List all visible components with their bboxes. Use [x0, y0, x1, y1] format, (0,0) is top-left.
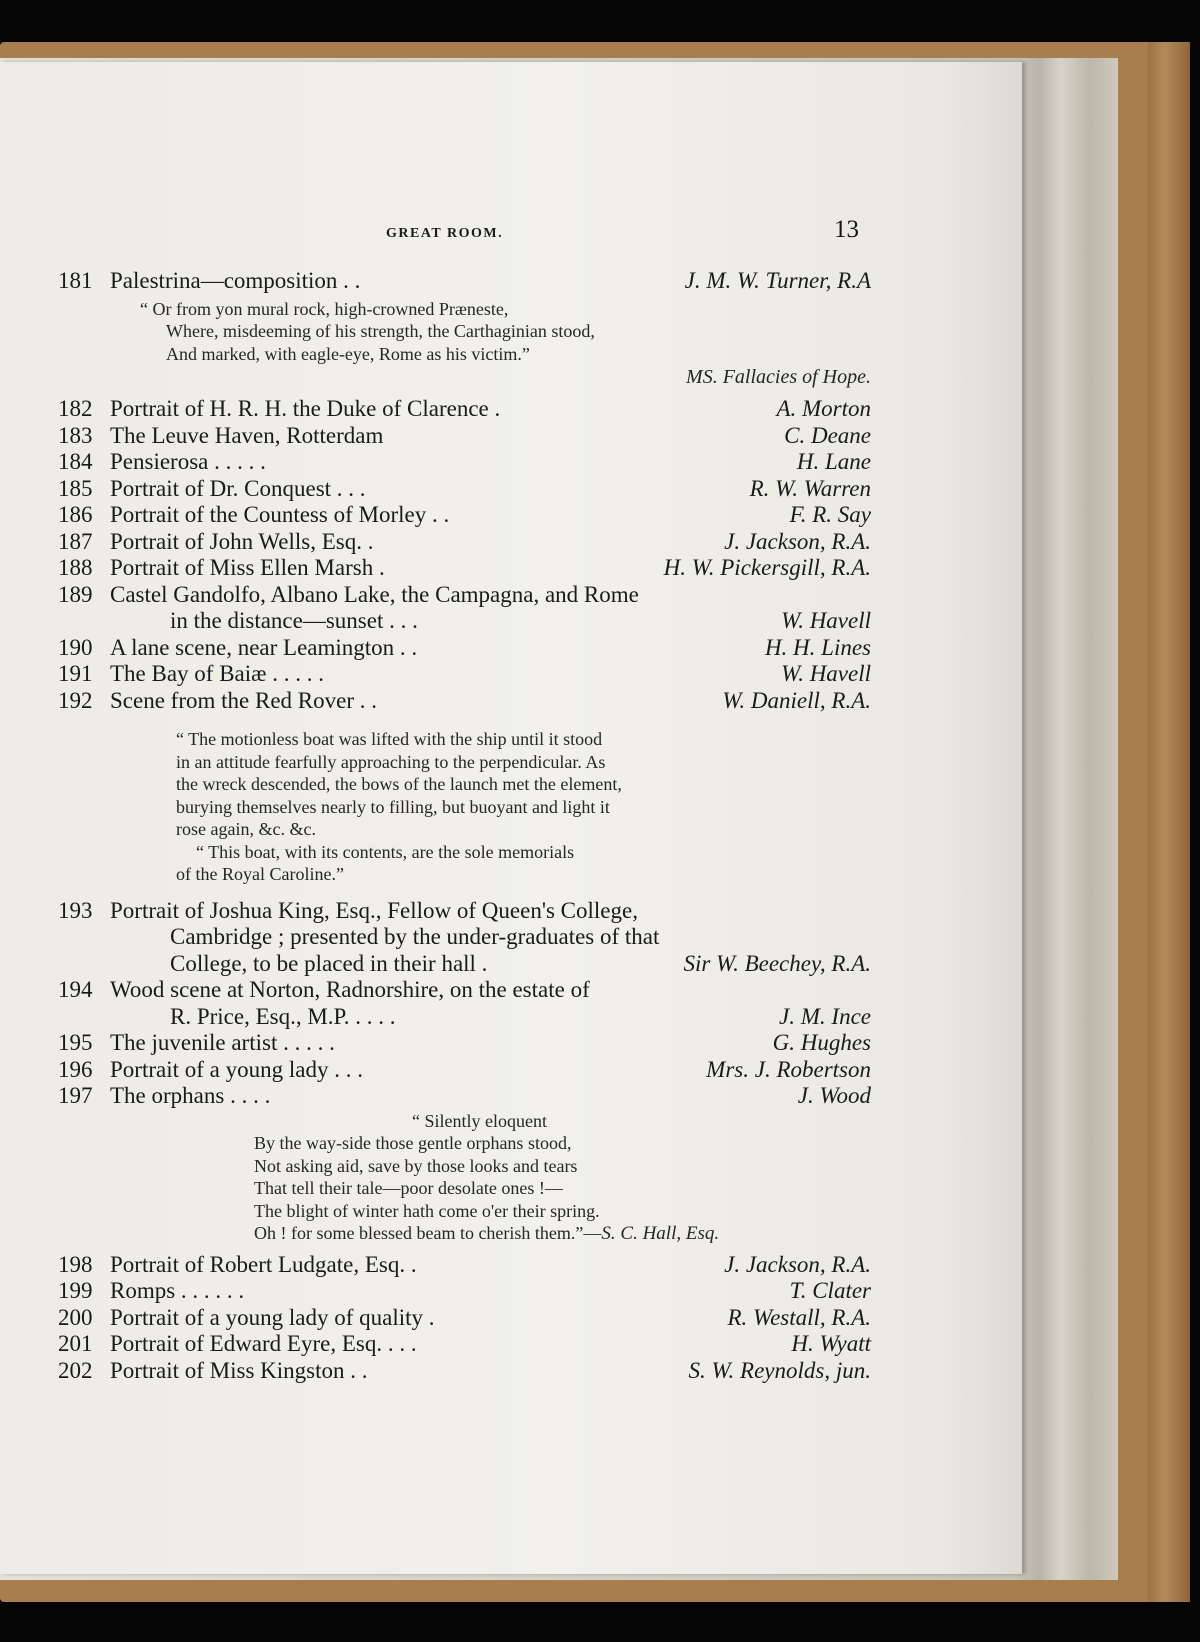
- entry-title: Portrait of Robert Ludgate, Esq. .: [110, 1251, 417, 1277]
- entry-title: Castel Gandolfo, Albano Lake, the Campagna, and Rome: [110, 581, 639, 607]
- catalogue-entry: [58, 423, 871, 450]
- catalogue-entry: [58, 555, 871, 582]
- catalogue-entry: [58, 1030, 871, 1057]
- entry-number: 185: [58, 475, 93, 501]
- entry-artist: R. Westall, R.A.: [727, 1304, 871, 1330]
- quotation: [58, 728, 766, 886]
- entry-title: Scene from the Red Rover . .: [110, 687, 377, 713]
- catalogue-entry: [58, 661, 871, 688]
- quote-line: Where, misdeeming of his strength, the Carthaginian stood,: [166, 321, 595, 341]
- entry-artist: H. Wyatt: [791, 1331, 871, 1356]
- entry-title: The orphans . . . .: [110, 1083, 271, 1108]
- entry-title-continuation: in the distance—sunset . . .: [170, 608, 418, 633]
- quote-attribution: MS. Fallacies of Hope.: [686, 366, 871, 388]
- entry-number: 181: [58, 268, 93, 293]
- entry-artist: J. M. Ince: [779, 1003, 871, 1029]
- catalogue-entry: [58, 582, 871, 635]
- entry-title: Portrait of Miss Kingston . .: [110, 1357, 368, 1383]
- quote-line: Oh ! for some blessed beam to cherish them.”—: [254, 1223, 602, 1243]
- quote-line: That tell their tale—poor desolate ones !—: [254, 1178, 563, 1198]
- catalogue-entry: [58, 476, 871, 503]
- quote-line: “ This boat, with its contents, are the sole memorials: [196, 841, 575, 862]
- quote-line: “ The motionless boat was lifted with the ship until it stood: [176, 729, 603, 749]
- entry-artist: A. Morton: [776, 396, 871, 421]
- page-number: 13: [834, 216, 859, 243]
- entry-title: Portrait of the Countess of Morley . .: [110, 502, 450, 527]
- entry-number: 182: [58, 396, 93, 421]
- entry-title: Portrait of John Wells, Esq. .: [110, 528, 374, 554]
- entry-title: Portrait of Joshua King, Esq., Fellow of Queen's College,: [110, 897, 638, 923]
- entry-title: Pensierosa . . . . .: [110, 449, 266, 474]
- catalogue-entry: [58, 268, 871, 295]
- entry-title: Portrait of a young lady . . .: [110, 1056, 363, 1082]
- catalogue-entry: [58, 1358, 871, 1385]
- catalogue-entry: [58, 635, 871, 662]
- catalogue-entry: [58, 449, 871, 476]
- catalogue-entry: [58, 1331, 871, 1358]
- entry-title-continuation: Cambridge ; presented by the under-graduates of that: [170, 924, 660, 949]
- catalogue-entry: [58, 396, 871, 423]
- quote-line: And marked, with eagle-eye, Rome as his victim.”: [166, 343, 530, 364]
- entry-artist: T. Clater: [789, 1278, 871, 1303]
- quotation: [58, 1110, 871, 1246]
- catalogue-entry: [58, 977, 871, 1030]
- entry-artist: S. W. Reynolds, jun.: [688, 1357, 871, 1383]
- entry-number: 183: [58, 422, 93, 448]
- entry-number: 201: [58, 1331, 93, 1356]
- entry-artist: J. M. W. Turner, R.A: [684, 268, 871, 293]
- entry-artist: R. W. Warren: [749, 475, 871, 501]
- entry-artist: H. Lane: [796, 449, 871, 474]
- entry-artist: W. Havell: [781, 661, 871, 686]
- entry-artist: J. Jackson, R.A.: [724, 528, 871, 554]
- quote-line: in an attitude fearfully approaching to the perpendicular. As: [176, 751, 606, 772]
- catalogue-entry: [58, 1278, 871, 1305]
- catalogue-listing: [58, 268, 871, 1384]
- catalogue-entry: [58, 1083, 871, 1110]
- entry-number: 194: [58, 977, 93, 1002]
- entry-title: Portrait of Dr. Conquest . . .: [110, 475, 366, 501]
- entry-number: 197: [58, 1083, 93, 1108]
- entry-title-continuation: College, to be placed in their hall .: [170, 950, 488, 976]
- entry-title-continuation: R. Price, Esq., M.P. . . . .: [170, 1003, 396, 1029]
- running-head: GREAT ROOM.: [386, 226, 504, 241]
- entry-number: 196: [58, 1056, 93, 1082]
- page-header: [0, 216, 1022, 252]
- entry-number: 193: [58, 897, 93, 923]
- entry-number: 192: [58, 687, 93, 713]
- entry-title: Romps . . . . . .: [110, 1278, 245, 1303]
- entry-artist: Mrs. J. Robertson: [706, 1056, 871, 1082]
- catalogue-entry: [58, 1305, 871, 1332]
- entry-artist: G. Hughes: [772, 1030, 871, 1055]
- quote-attribution: S. C. Hall, Esq.: [601, 1223, 720, 1244]
- entry-number: 188: [58, 555, 93, 580]
- entry-artist: Sir W. Beechey, R.A.: [683, 950, 871, 976]
- entry-artist: W. Havell: [781, 608, 871, 633]
- quote-line: rose again, &c. &c.: [176, 819, 316, 839]
- entry-title: The Leuve Haven, Rotterdam: [110, 422, 384, 448]
- entry-number: 186: [58, 502, 93, 527]
- entry-title: Portrait of H. R. H. the Duke of Clarence .: [110, 396, 501, 421]
- entry-number: 184: [58, 449, 93, 474]
- catalogue-entry: [58, 1252, 871, 1279]
- entry-number: 189: [58, 581, 93, 607]
- quote-line: burying themselves nearly to filling, but buoyant and light it: [176, 796, 610, 817]
- entry-artist: H. H. Lines: [764, 634, 871, 660]
- entry-number: 190: [58, 634, 93, 660]
- entry-title: The juvenile artist . . . . .: [110, 1030, 335, 1055]
- entry-artist: C. Deane: [784, 422, 871, 448]
- quote-line-with-attribution: [254, 1222, 871, 1246]
- quote-line: “ Or from yon mural rock, high-crowned Præneste,: [140, 298, 509, 319]
- entry-number: 200: [58, 1304, 93, 1330]
- entry-artist: F. R. Say: [789, 502, 871, 527]
- entry-title: The Bay of Baiæ . . . . .: [110, 661, 324, 686]
- catalogue-entry: [58, 1057, 871, 1084]
- entry-number: 199: [58, 1278, 93, 1303]
- entry-title: Wood scene at Norton, Radnorshire, on the estate of: [110, 977, 590, 1002]
- quote-line: the wreck descended, the bows of the launch met the element,: [176, 774, 622, 794]
- catalogue-entry: [58, 529, 871, 556]
- quote-line: Not asking aid, save by those looks and tears: [254, 1155, 578, 1176]
- quote-line: By the way-side those gentle orphans stood,: [254, 1133, 572, 1153]
- catalogue-entry: [58, 502, 871, 529]
- entry-title: Portrait of Miss Ellen Marsh .: [110, 555, 385, 580]
- book-cover-edge: [1148, 42, 1190, 1602]
- catalogue-entry: [58, 898, 871, 978]
- quote-line: “ Silently eloquent: [412, 1110, 547, 1131]
- entry-number: 202: [58, 1357, 93, 1383]
- entry-artist: J. Jackson, R.A.: [724, 1251, 871, 1277]
- entry-title: Portrait of Edward Eyre, Esq. . . .: [110, 1331, 417, 1356]
- entry-title: A lane scene, near Leamington . .: [110, 634, 418, 660]
- entry-number: 187: [58, 528, 93, 554]
- entry-number: 198: [58, 1251, 93, 1277]
- entry-artist: J. Wood: [797, 1083, 871, 1108]
- entry-number: 191: [58, 661, 93, 686]
- entry-title: Palestrina—composition . .: [110, 268, 361, 293]
- entry-title: Portrait of a young lady of quality .: [110, 1304, 435, 1330]
- quote-line: The blight of winter hath come o'er their spring.: [254, 1200, 600, 1221]
- entry-artist: H. W. Pickersgill, R.A.: [663, 555, 871, 580]
- quotation: [58, 298, 871, 391]
- entry-artist: W. Daniell, R.A.: [722, 687, 871, 713]
- catalogue-entry: [58, 688, 871, 715]
- quote-line: of the Royal Caroline.”: [176, 864, 344, 884]
- entry-number: 195: [58, 1030, 93, 1055]
